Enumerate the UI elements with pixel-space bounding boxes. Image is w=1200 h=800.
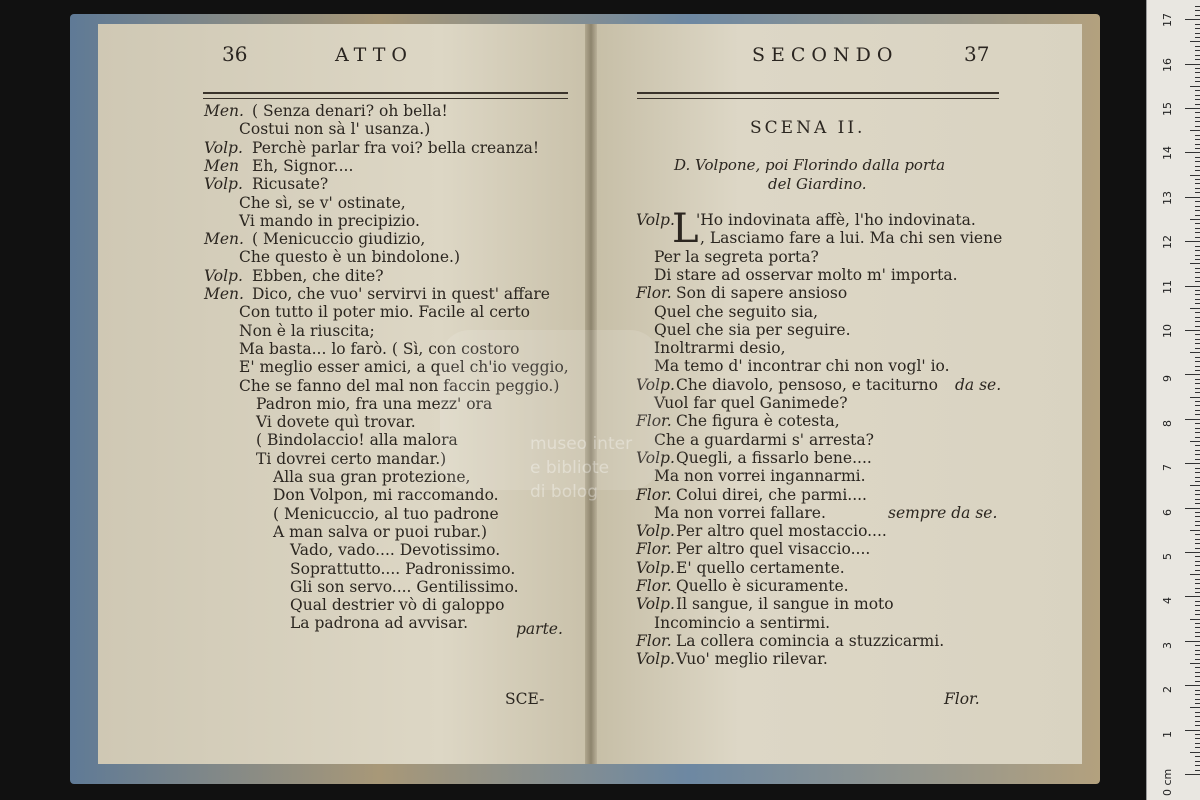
left-running-header: ATTO	[335, 44, 413, 66]
ruler-tick	[1195, 605, 1200, 606]
stage-direction: parte.	[516, 620, 563, 638]
ruler-tick	[1195, 454, 1200, 455]
ruler-number: 17	[1161, 13, 1174, 28]
ruler-tick	[1190, 441, 1200, 442]
ruler-tick	[1195, 734, 1200, 735]
verse-line: ( Bindolaccio! alla malora	[256, 431, 458, 450]
ruler-tick	[1195, 565, 1200, 566]
measurement-ruler	[1146, 0, 1200, 800]
ruler-tick	[1185, 374, 1200, 375]
speaker-label: Volp.	[204, 175, 243, 194]
ruler-tick	[1195, 348, 1200, 349]
verse-line: E' meglio esser amici, a quel ch'io veggio,	[239, 358, 569, 377]
verse-line: Ti dovrei certo mandar.)	[256, 449, 447, 468]
ruler-tick	[1195, 614, 1200, 615]
ruler-tick	[1195, 459, 1200, 460]
ruler-tick	[1185, 19, 1200, 20]
ruler-tick	[1195, 303, 1200, 304]
ruler-tick	[1185, 552, 1200, 553]
ruler-tick	[1195, 72, 1200, 73]
ruler-tick	[1195, 135, 1200, 136]
ruler-tick	[1195, 250, 1200, 251]
ruler-tick	[1190, 752, 1200, 753]
ruler-tick	[1195, 326, 1200, 327]
verse-line: Perchè parlar fra voi? bella creanza!	[252, 138, 540, 157]
ruler-tick	[1195, 770, 1200, 771]
verse-line: La padrona ad avvisar.	[290, 614, 469, 633]
ruler-tick	[1185, 508, 1200, 509]
verse-line: Vi dovete quì trovar.	[256, 413, 416, 432]
right-running-header: SECONDO	[752, 44, 899, 66]
verse-line: Soprattutto.... Padronissimo.	[290, 559, 516, 578]
ruler-tick	[1195, 290, 1200, 291]
drop-cap: L	[672, 206, 699, 252]
ruler-number: 8	[1161, 419, 1174, 427]
ruler-tick	[1195, 414, 1200, 415]
right-header-rule	[637, 92, 999, 99]
verse-line: Che sì, se v' ostinate,	[239, 193, 406, 212]
ruler-tick	[1195, 281, 1200, 282]
ruler-tick	[1195, 610, 1200, 611]
ruler-tick	[1195, 294, 1200, 295]
ruler-tick	[1195, 255, 1200, 256]
ruler-tick	[1190, 707, 1200, 708]
ruler-tick	[1195, 317, 1200, 318]
ruler-tick	[1195, 721, 1200, 722]
ruler-tick	[1185, 108, 1200, 109]
verse-line: Che diavolo, pensoso, e taciturno	[676, 375, 938, 394]
ruler-tick	[1195, 468, 1200, 469]
ruler-number: 5	[1161, 553, 1174, 560]
ruler-tick	[1195, 370, 1200, 371]
ruler-tick	[1195, 55, 1200, 56]
ruler-tick	[1195, 450, 1200, 451]
ruler-tick	[1195, 157, 1200, 158]
verse-line: Per altro quel mostaccio....	[676, 522, 887, 541]
ruler-tick	[1190, 263, 1200, 264]
ruler-tick	[1195, 477, 1200, 478]
ruler-tick	[1195, 95, 1200, 96]
ruler-tick	[1195, 237, 1200, 238]
ruler-tick	[1195, 410, 1200, 411]
ruler-tick	[1195, 525, 1200, 526]
ruler-tick	[1195, 423, 1200, 424]
ruler-tick	[1195, 144, 1200, 145]
ruler-tick	[1195, 37, 1200, 38]
ruler-tick	[1195, 703, 1200, 704]
ruler-tick	[1195, 601, 1200, 602]
ruler-tick	[1195, 192, 1200, 193]
ruler-tick	[1195, 77, 1200, 78]
ruler-tick	[1195, 716, 1200, 717]
speaker-label: Volp.	[636, 448, 675, 467]
verse-line: Per altro quel visaccio....	[676, 540, 871, 559]
ruler-tick	[1195, 561, 1200, 562]
ruler-tick	[1195, 228, 1200, 229]
ruler-tick	[1185, 286, 1200, 287]
verse-line: Ma temo d' incontrar chi non vogl' io.	[654, 357, 950, 376]
ruler-tick	[1185, 774, 1200, 775]
ruler-tick	[1195, 259, 1200, 260]
ruler-tick	[1195, 445, 1200, 446]
speaker-label: Volp.	[636, 558, 675, 577]
ruler-number: 10	[1161, 324, 1174, 338]
scene-description: D. Volpone, poi Florindo dalla porta	[674, 156, 946, 174]
ruler-tick	[1195, 117, 1200, 118]
speaker-label: Volp.	[636, 375, 675, 394]
verse-line: Incomincio a sentirmi.	[654, 613, 831, 632]
ruler-tick	[1195, 503, 1200, 504]
ruler-tick	[1195, 166, 1200, 167]
ruler-tick	[1195, 490, 1200, 491]
watermark-text-3: di bolog	[530, 482, 599, 502]
ruler-tick	[1195, 201, 1200, 202]
ruler-number: 2	[1161, 686, 1174, 694]
speaker-label: Flor.	[636, 540, 672, 559]
ruler-number: 15	[1161, 102, 1174, 116]
ruler-tick	[1195, 210, 1200, 211]
verse-line: ( Menicuccio, al tuo padrone	[273, 504, 499, 523]
ruler-tick	[1195, 627, 1200, 628]
verse-line: Vado, vado.... Devotissimo.	[290, 541, 501, 560]
verse-line: Quel che sia per seguire.	[654, 320, 851, 339]
ruler-tick	[1195, 215, 1200, 216]
scene-description-cont: del Giardino.	[768, 175, 867, 193]
ruler-tick	[1195, 499, 1200, 500]
speaker-label: Volp.	[636, 650, 675, 669]
ruler-tick	[1195, 188, 1200, 189]
ruler-tick	[1195, 401, 1200, 402]
ruler-tick	[1195, 161, 1200, 162]
ruler-tick	[1195, 232, 1200, 233]
ruler-tick	[1195, 512, 1200, 513]
ruler-tick	[1195, 405, 1200, 406]
ruler-tick	[1190, 574, 1200, 575]
ruler-tick	[1190, 175, 1200, 176]
ruler-tick	[1190, 352, 1200, 353]
ruler-tick	[1195, 81, 1200, 82]
speaker-label: Flor.	[636, 412, 672, 431]
verse-line: Che se fanno del mal non faccin peggio.)	[239, 376, 560, 395]
ruler-tick	[1195, 428, 1200, 429]
verse-line: E' quello certamente.	[676, 558, 845, 577]
ruler-tick	[1195, 738, 1200, 739]
speaker-label: Men.	[204, 230, 244, 249]
aside-direction: da se.	[955, 375, 1002, 394]
ruler-tick	[1195, 667, 1200, 668]
verse-line: La collera comincia a stuzzicarmi.	[676, 631, 945, 650]
ruler-unit: 0 cm	[1161, 768, 1174, 796]
speaker-label: Volp.	[204, 266, 243, 285]
ruler-tick	[1195, 179, 1200, 180]
verse-line: Eh, Signor....	[252, 156, 354, 175]
ruler-number: 4	[1161, 597, 1174, 605]
ruler-tick	[1195, 121, 1200, 122]
ruler-tick	[1195, 383, 1200, 384]
ruler-tick	[1195, 632, 1200, 633]
ruler-tick	[1195, 543, 1200, 544]
ruler-tick	[1195, 654, 1200, 655]
ruler-tick	[1195, 481, 1200, 482]
ruler-number: 13	[1161, 190, 1174, 205]
ruler-tick	[1190, 41, 1200, 42]
verse-line: Son di sapere ansioso	[676, 284, 848, 303]
ruler-tick	[1195, 90, 1200, 91]
verse-line: Costui non sà l' usanza.)	[239, 120, 431, 139]
ruler-number: 1	[1161, 730, 1174, 738]
ruler-tick	[1195, 148, 1200, 149]
verse-line: ( Menicuccio giudizio,	[252, 230, 426, 249]
verse-line: Ma non vorrei fallare.	[654, 503, 826, 522]
verse-line: Alla sua gran protezione,	[273, 468, 471, 486]
ruler-number: 14	[1161, 146, 1174, 161]
ruler-tick	[1195, 676, 1200, 677]
speaker-label: Flor.	[636, 284, 672, 303]
ruler-tick	[1185, 241, 1200, 242]
ruler-tick	[1195, 392, 1200, 393]
ruler-tick	[1195, 494, 1200, 495]
ruler-tick	[1195, 645, 1200, 646]
speaker-label: Flor.	[636, 577, 672, 595]
verse-line: Vuol far quel Ganimede?	[654, 394, 848, 412]
ruler-tick	[1185, 641, 1200, 642]
ruler-tick	[1195, 650, 1200, 651]
ruler-tick	[1195, 299, 1200, 300]
ruler-tick	[1195, 183, 1200, 184]
verse-line: Non è la riuscita;	[239, 321, 375, 340]
aside-direction: sempre da se.	[888, 503, 998, 522]
verse-line: Dico, che vuo' servirvi in quest' affare	[252, 285, 550, 303]
verse-line: Padron mio, fra una mezz' ora	[256, 394, 493, 413]
ruler-tick	[1195, 690, 1200, 691]
ruler-tick	[1190, 86, 1200, 87]
verse-line: Quegli, a fissarlo bene....	[676, 448, 872, 467]
ruler-tick	[1185, 64, 1200, 65]
right-catchword: Flor.	[944, 690, 980, 708]
ruler-number: 9	[1161, 375, 1174, 383]
ruler-tick	[1195, 592, 1200, 593]
ruler-tick	[1195, 46, 1200, 47]
verse-line: Quel che seguito sia,	[654, 302, 819, 321]
ruler-tick	[1195, 623, 1200, 624]
ruler-tick	[1195, 681, 1200, 682]
scene-title: SCENA II.	[750, 118, 866, 138]
speaker-label: Flor.	[636, 631, 672, 650]
ruler-tick	[1195, 139, 1200, 140]
ruler-tick	[1190, 619, 1200, 620]
verse-line: Che figura è cotesta,	[676, 412, 840, 431]
ruler-tick	[1190, 130, 1200, 131]
right-page-number: 37	[964, 42, 990, 66]
ruler-tick	[1195, 694, 1200, 695]
ruler-tick	[1195, 539, 1200, 540]
left-page-number: 36	[222, 42, 248, 66]
ruler-tick	[1195, 761, 1200, 762]
left-catchword: SCE-	[505, 690, 545, 708]
ruler-tick	[1195, 24, 1200, 25]
ruler-tick	[1190, 308, 1200, 309]
ruler-number: 12	[1161, 235, 1174, 250]
ruler-tick	[1195, 756, 1200, 757]
ruler-tick	[1195, 170, 1200, 171]
ruler-tick	[1195, 765, 1200, 766]
ruler-tick	[1195, 570, 1200, 571]
ruler-tick	[1195, 126, 1200, 127]
verse-line: Don Volpon, mi raccomando.	[273, 486, 499, 505]
verse-line: Inoltrarmi desio,	[654, 339, 786, 358]
ruler-tick	[1195, 588, 1200, 589]
ruler-tick	[1195, 6, 1200, 7]
ruler-tick	[1195, 334, 1200, 335]
ruler-tick	[1190, 219, 1200, 220]
speaker-label: Volp.	[636, 211, 675, 229]
ruler-tick	[1195, 321, 1200, 322]
verse-line: , Lasciamo fare a lui. Ma chi sen viene	[700, 229, 1003, 248]
ruler-tick	[1195, 15, 1200, 16]
verse-line: Che questo è un bindolone.)	[239, 248, 460, 267]
verse-line: ( Senza denari? oh bella!	[252, 102, 448, 120]
ruler-tick	[1195, 516, 1200, 517]
speaker-label: Men.	[204, 285, 244, 303]
ruler-tick	[1195, 272, 1200, 273]
ruler-tick	[1195, 636, 1200, 637]
ruler-number: 16	[1161, 57, 1174, 72]
ruler-tick	[1185, 330, 1200, 331]
ruler-tick	[1185, 463, 1200, 464]
ruler-tick	[1195, 50, 1200, 51]
ruler-tick	[1195, 583, 1200, 584]
ruler-tick	[1195, 104, 1200, 105]
verse-line: Con tutto il poter mio. Facile al certo	[239, 303, 531, 322]
ruler-tick	[1195, 747, 1200, 748]
ruler-tick	[1190, 530, 1200, 531]
speaker-label: Men.	[204, 102, 244, 120]
ruler-tick	[1185, 596, 1200, 597]
ruler-tick	[1190, 663, 1200, 664]
ruler-tick	[1195, 699, 1200, 700]
ruler-tick	[1195, 339, 1200, 340]
ruler-tick	[1195, 437, 1200, 438]
ruler-tick	[1195, 277, 1200, 278]
watermark-text-2: e bibliote	[530, 458, 610, 478]
speaker-label: Volp.	[204, 138, 243, 157]
ruler-tick	[1185, 152, 1200, 153]
ruler-tick	[1195, 28, 1200, 29]
ruler-tick	[1195, 268, 1200, 269]
ruler-tick	[1195, 556, 1200, 557]
ruler-tick	[1195, 388, 1200, 389]
ruler-tick	[1195, 361, 1200, 362]
ruler-tick	[1195, 548, 1200, 549]
ruler-tick	[1195, 33, 1200, 34]
verse-line: Per la segreta porta?	[654, 247, 819, 266]
ruler-tick	[1195, 112, 1200, 113]
ruler-number: 6	[1161, 508, 1174, 516]
ruler-number: 7	[1161, 464, 1174, 472]
ruler-tick	[1195, 472, 1200, 473]
speaker-label: Flor.	[636, 485, 672, 504]
ruler-tick	[1195, 246, 1200, 247]
ruler-tick	[1195, 521, 1200, 522]
ruler-tick	[1195, 379, 1200, 380]
ruler-tick	[1185, 685, 1200, 686]
verse-line: 'Ho indovinata affè, l'ho indovinata.	[696, 211, 976, 229]
verse-line: A man salva or puoi rubar.)	[273, 522, 488, 541]
verse-line: Colui direi, che parmi....	[676, 485, 867, 504]
watermark-text-1: museo inter	[530, 434, 633, 454]
ruler-tick	[1195, 743, 1200, 744]
speaker-label: Men	[204, 156, 240, 175]
ruler-tick	[1195, 59, 1200, 60]
ruler-tick	[1185, 197, 1200, 198]
verse-line: Ebben, che dite?	[252, 266, 384, 285]
ruler-tick	[1195, 223, 1200, 224]
ruler-number: 3	[1161, 641, 1174, 649]
ruler-tick	[1190, 485, 1200, 486]
ruler-tick	[1195, 312, 1200, 313]
verse-line: Il sangue, il sangue in moto	[676, 595, 894, 614]
ruler-tick	[1195, 68, 1200, 69]
ruler-tick	[1195, 672, 1200, 673]
ruler-tick	[1195, 579, 1200, 580]
verse-line: Quello è sicuramente.	[676, 577, 849, 595]
ruler-tick	[1185, 730, 1200, 731]
left-header-rule	[203, 92, 568, 99]
verse-line: Ma non vorrei ingannarmi.	[654, 467, 866, 486]
ruler-tick	[1195, 725, 1200, 726]
verse-line: Vi mando in precipizio.	[239, 211, 420, 230]
ruler-tick	[1195, 366, 1200, 367]
ruler-tick	[1195, 10, 1200, 11]
ruler-tick	[1185, 419, 1200, 420]
ruler-tick	[1195, 99, 1200, 100]
speaker-label: Volp.	[636, 595, 675, 614]
ruler-tick	[1195, 659, 1200, 660]
verse-line: Gli son servo.... Gentilissimo.	[290, 577, 519, 596]
ruler-tick	[1195, 432, 1200, 433]
verse-line: Qual destrier vò di galoppo	[290, 596, 505, 615]
verse-line: Ricusate?	[252, 175, 329, 194]
ruler-tick	[1195, 357, 1200, 358]
ruler-tick	[1195, 206, 1200, 207]
ruler-tick	[1195, 343, 1200, 344]
ruler-tick	[1195, 712, 1200, 713]
verse-line: Ma basta... lo farò. ( Sì, con costoro	[239, 339, 520, 358]
ruler-tick	[1190, 397, 1200, 398]
verse-line: Vuo' meglio rilevar.	[676, 650, 828, 669]
ruler-tick	[1195, 534, 1200, 535]
ruler-number: 11	[1161, 279, 1174, 294]
speaker-label: Volp.	[636, 522, 675, 541]
verse-line: Di stare ad osservar molto m' importa.	[654, 265, 958, 284]
verse-line: Che a guardarmi s' arresta?	[654, 430, 874, 449]
